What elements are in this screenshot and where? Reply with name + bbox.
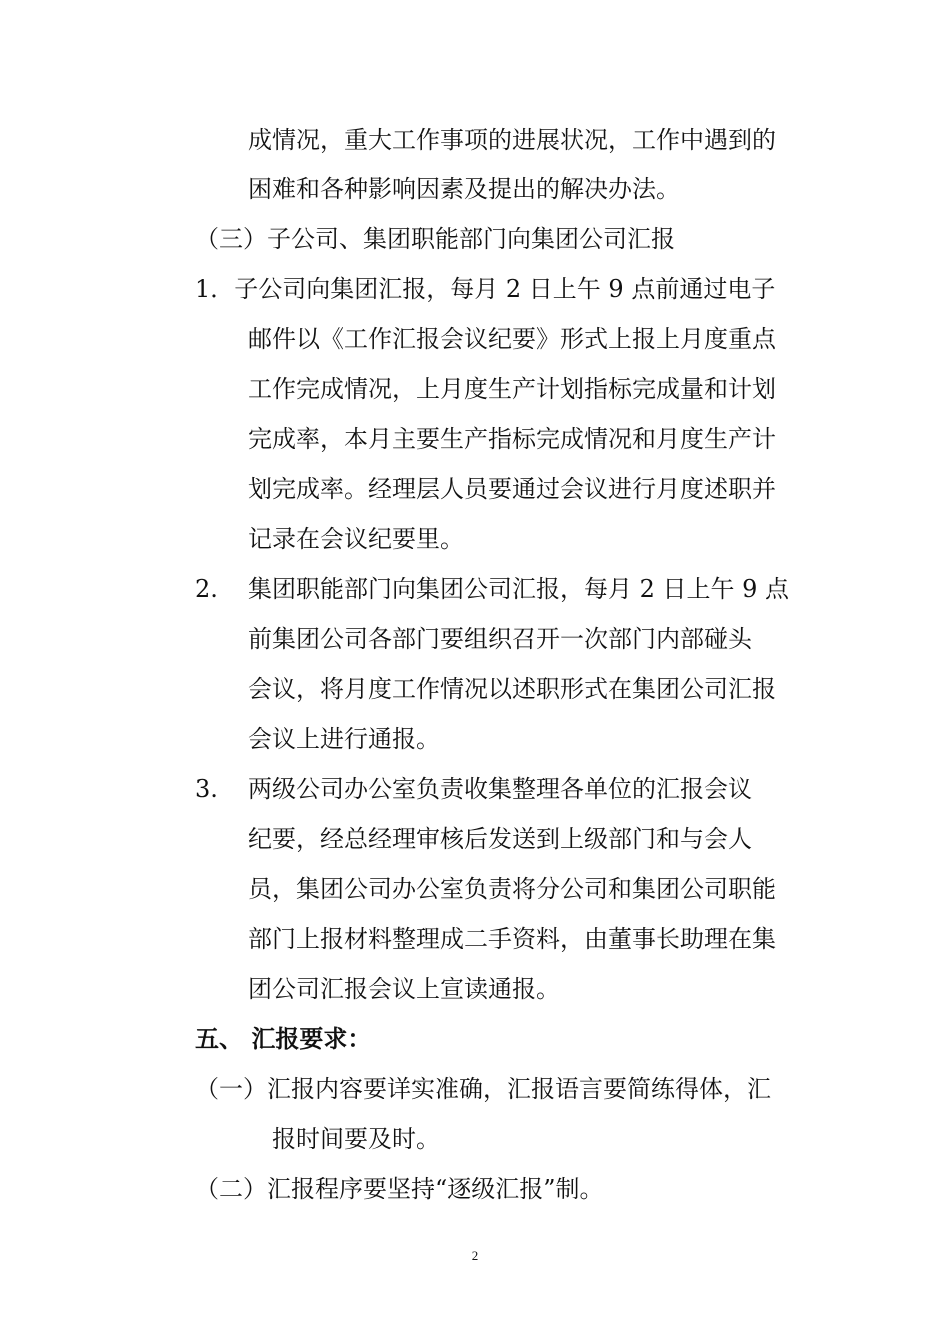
- text-line: 会议，将月度工作情况以述职形式在集团公司汇报: [248, 675, 776, 703]
- text-line: 纪要，经总经理审核后发送到上级部门和与会人: [248, 825, 752, 853]
- text-line: 部门上报材料整理成二手资料，由董事长助理在集: [248, 925, 776, 953]
- text-line: 困难和各种影响因素及提出的解决办法。: [248, 175, 680, 203]
- section-heading: （三）子公司、集团职能部门向集团公司汇报: [195, 225, 675, 253]
- section-heading: 五、 汇报要求：: [195, 1024, 372, 1053]
- text-line: 前集团公司各部门要组织召开一次部门内部碰头: [248, 625, 752, 653]
- text-line: 记录在会议纪要里。: [248, 525, 464, 553]
- page-number: 2: [471, 1248, 479, 1263]
- text-line: 工作完成情况，上月度生产计划指标完成量和计划: [248, 375, 776, 403]
- list-item-start: 1．子公司向集团汇报，每月 2 日上午 9 点前通过电子: [195, 275, 776, 303]
- list-item-start: （一）汇报内容要详实准确，汇报语言要简练得体，汇: [195, 1075, 771, 1103]
- text-line: 完成率，本月主要生产指标完成情况和月度生产计: [248, 425, 776, 453]
- list-number: 3.: [195, 775, 218, 803]
- list-item-start: 两级公司办公室负责收集整理各单位的汇报会议: [248, 775, 752, 803]
- text-line: 划完成率。经理层人员要通过会议进行月度述职并: [248, 475, 776, 503]
- list-number: 2.: [195, 575, 218, 603]
- list-item-start: 集团职能部门向集团公司汇报，每月 2 日上午 9 点: [248, 575, 790, 603]
- text-line: 邮件以《工作汇报会议纪要》形式上报上月度重点: [248, 325, 776, 353]
- list-item-start: （二）汇报程序要坚持“逐级汇报”制。: [195, 1175, 604, 1203]
- text-line: 会议上进行通报。: [248, 725, 440, 753]
- text-line: 员，集团公司办公室负责将分公司和集团公司职能: [248, 875, 776, 903]
- text-line: 报时间要及时。: [272, 1125, 440, 1153]
- text-line: 成情况，重大工作事项的进展状况，工作中遇到的: [248, 126, 776, 154]
- text-line: 团公司汇报会议上宣读通报。: [248, 975, 560, 1003]
